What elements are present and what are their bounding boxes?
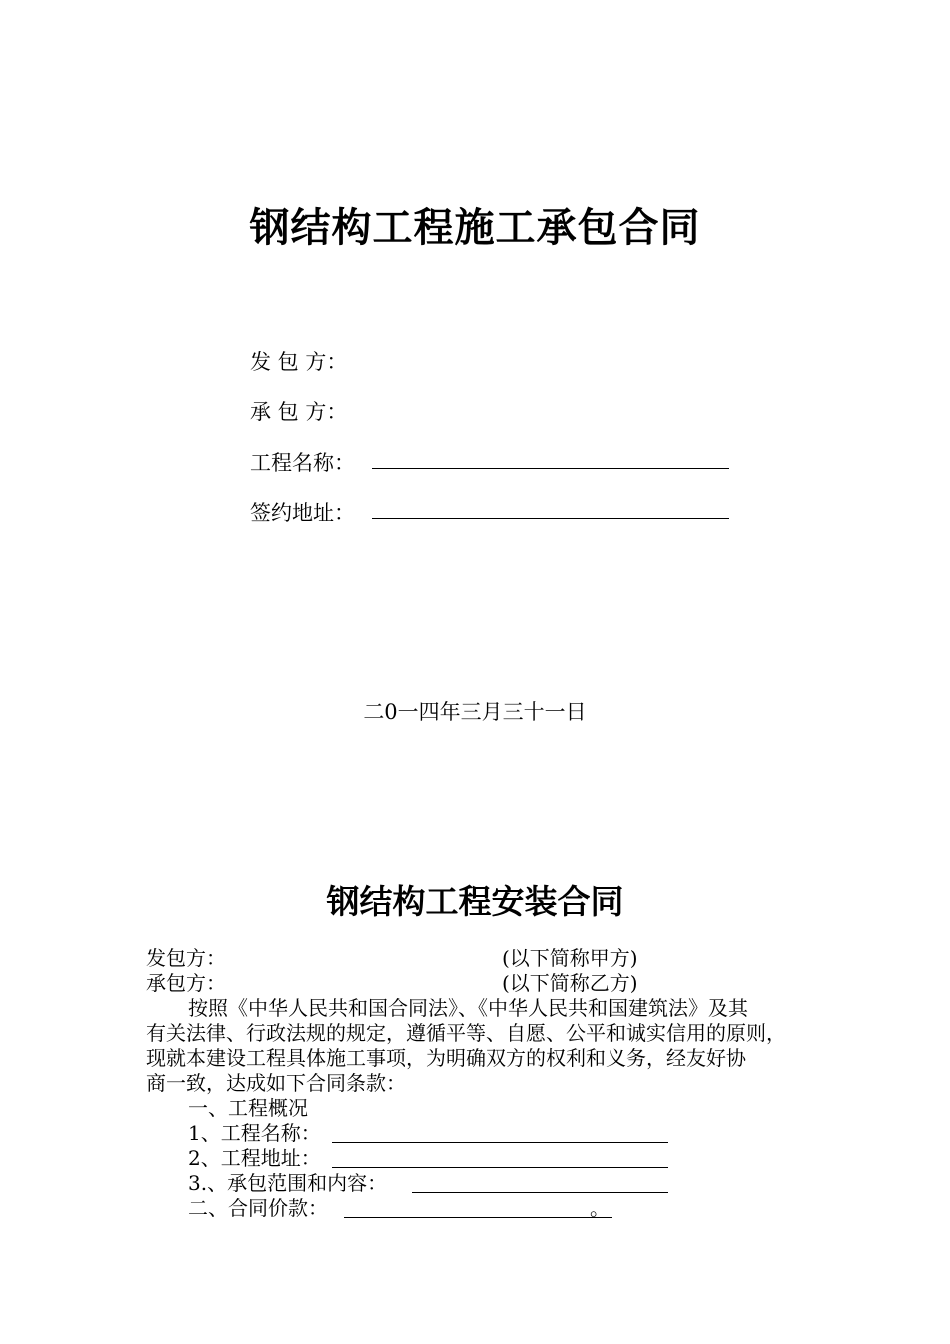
item-project-name-blank [332,1142,668,1143]
intro-line: 现就本建设工程具体施工事项，为明确双方的权利和义务，经友好协 [146,1046,746,1070]
cover-field-project-name [250,449,355,477]
contract-title: 钢结构工程安装合同 [326,882,624,921]
contract-price-period: 。 [590,1196,610,1220]
item-scope-blank [412,1192,668,1193]
party-a-label: 发包方： [146,946,226,970]
section-2-heading: 二、合同价款： [188,1196,328,1220]
item-project-address-label: 2、工程地址： [188,1146,321,1170]
cover-date: 二0一四年三月三十一日 [363,700,587,724]
intro-line: 按照《中华人民共和国合同法》、《中华人民共和国建筑法》及其 [188,996,748,1020]
employer-label: 发 包 方： [250,350,348,374]
section-1-heading: 一、工程概况 [188,1096,308,1120]
item-scope-label: 3.、承包范围和内容： [188,1171,388,1195]
party-b-label: 承包方： [146,971,226,995]
intro-paragraph [146,996,810,1096]
project-name-label: 工程名称： [250,451,355,475]
intro-line: 商一致，达成如下合同条款： [146,1071,406,1095]
intro-line: 有关法律、行政法规的规定，遵循平等、自愿、公平和诚实信用的原则， [146,1021,786,1045]
party-b-note: (以下简称乙方) [502,971,638,995]
party-a-note: (以下简称甲方) [502,946,638,970]
cover-field-employer [250,348,347,376]
cover-field-contractor [250,398,347,426]
contract-price-blank [344,1217,612,1218]
signing-address-label: 签约地址： [250,501,355,525]
cover-title: 钢结构工程施工承包合同 [249,205,701,251]
signing-address-blank [372,518,729,519]
project-name-blank [372,468,729,469]
cover-field-signing-address [250,499,355,527]
contractor-label: 承 包 方： [250,400,348,424]
item-project-name-label: 1、工程名称： [188,1121,321,1145]
item-project-address-blank [332,1167,668,1168]
